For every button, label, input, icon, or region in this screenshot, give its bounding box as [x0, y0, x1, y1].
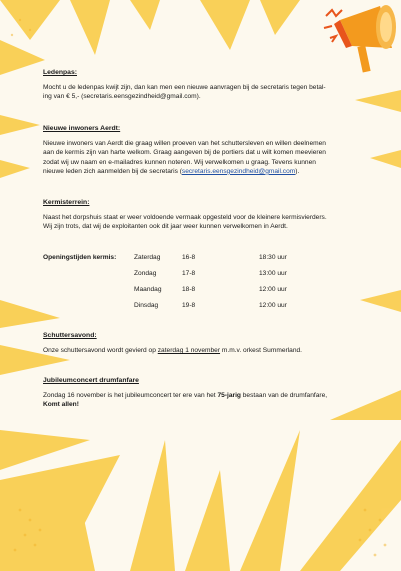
jubileum-highlight: 75-jarig [217, 392, 241, 400]
nieuwe-inwoners-line-4-pre: nieuwe leden zich aanmelden bij de secretaris ( [43, 167, 182, 175]
ledenpas-heading: Ledenpas: [43, 69, 77, 76]
jubileum-closing-line [43, 400, 363, 409]
ledenpas-section [43, 68, 363, 102]
schedule-row [43, 253, 363, 263]
nieuwe-inwoners-line-4 [43, 167, 363, 176]
jubileum-text [43, 391, 363, 400]
kermisterrein-line-2: Wij zijn trots, dat wij de exploitanten ook dit jaar weer kunnen verwelkomen in Aerdt. [43, 223, 288, 231]
kermisterrein-section [43, 198, 363, 232]
kermisterrein-line-1: Naast het dorpshuis staat er weer voldoende vermaak opgesteld voor de kleinere kermisvierders. [43, 214, 327, 222]
schuttersavond-text-post: m.m.v. orkest Summerland. [220, 347, 302, 355]
nieuwe-inwoners-line-3: zodat wij uw naam en e-mailadres kunnen noteren. Wij verwelkomen u graag. Tevens kunnen [43, 158, 316, 166]
schuttersavond-heading: Schuttersavond: [43, 332, 97, 339]
schedule-time: 12:00 uur [259, 286, 287, 293]
schedule-day: Dinsdag [134, 302, 159, 309]
jubileum-section [43, 376, 363, 410]
nieuwe-inwoners-line-1: Nieuwe inwoners van Aerdt die graag willen proeven van het schuttersleven en willen deelnemen [43, 140, 326, 148]
secretaris-email-link[interactable]: secretaris.eensgezindheid@gmail.com [181, 167, 296, 175]
schedule-day: Maandag [134, 286, 162, 293]
schedule-day: Zaterdag [134, 254, 161, 261]
schedule-time: 18:30 uur [259, 254, 287, 261]
schedule-time: 12:00 uur [259, 302, 287, 309]
schedule-row [43, 301, 363, 311]
schedule-row [43, 285, 363, 295]
openingstijden-label: Openingstijden kermis: [43, 254, 117, 261]
schedule-date: 16-8 [182, 254, 196, 261]
schedule-day: Zondag [134, 270, 157, 277]
jubileum-text-pre: Zondag 16 november is het jubileumconcert ter ere van het [43, 392, 218, 400]
jubileum-heading: Jubileumconcert drumfanfare [43, 377, 139, 384]
schedule-date: 17-8 [182, 270, 196, 277]
nieuwe-inwoners-line-2: aan de kermis zijn van harte welkom. Graag aangeven bij de portiers dat u wilt komen meevieren [43, 149, 326, 157]
schedule-row [43, 269, 363, 279]
kermisterrein-heading: Kermisterrein: [43, 199, 90, 206]
schedule-date: 18-8 [182, 286, 196, 293]
schedule-date: 19-8 [182, 302, 196, 309]
ledenpas-text-line-1: Mocht u de ledenpas kwijt zijn, dan kan men een nieuwe aanvragen bij de secretaris tegen betal- [43, 84, 326, 92]
nieuwe-inwoners-heading: Nieuwe inwoners Aerdt: [43, 125, 121, 132]
nieuwe-inwoners-section [43, 124, 363, 176]
schuttersavond-text [43, 346, 363, 355]
nieuwe-inwoners-line-4-post: ). [295, 167, 300, 175]
jubileum-text-post: bestaan van de drumfanfare, [240, 392, 328, 400]
schuttersavond-section [43, 331, 363, 355]
ledenpas-text-line-2: ing van € 5,- (secretaris.eensgezindheid@gmail.com). [43, 93, 201, 101]
schuttersavond-text-pre: Onze schuttersavond wordt gevierd op [43, 347, 158, 355]
schedule-time: 13:00 uur [259, 270, 287, 277]
jubileum-closing: Komt allen! [43, 401, 79, 409]
schuttersavond-date: zaterdag 1 november [157, 347, 221, 355]
